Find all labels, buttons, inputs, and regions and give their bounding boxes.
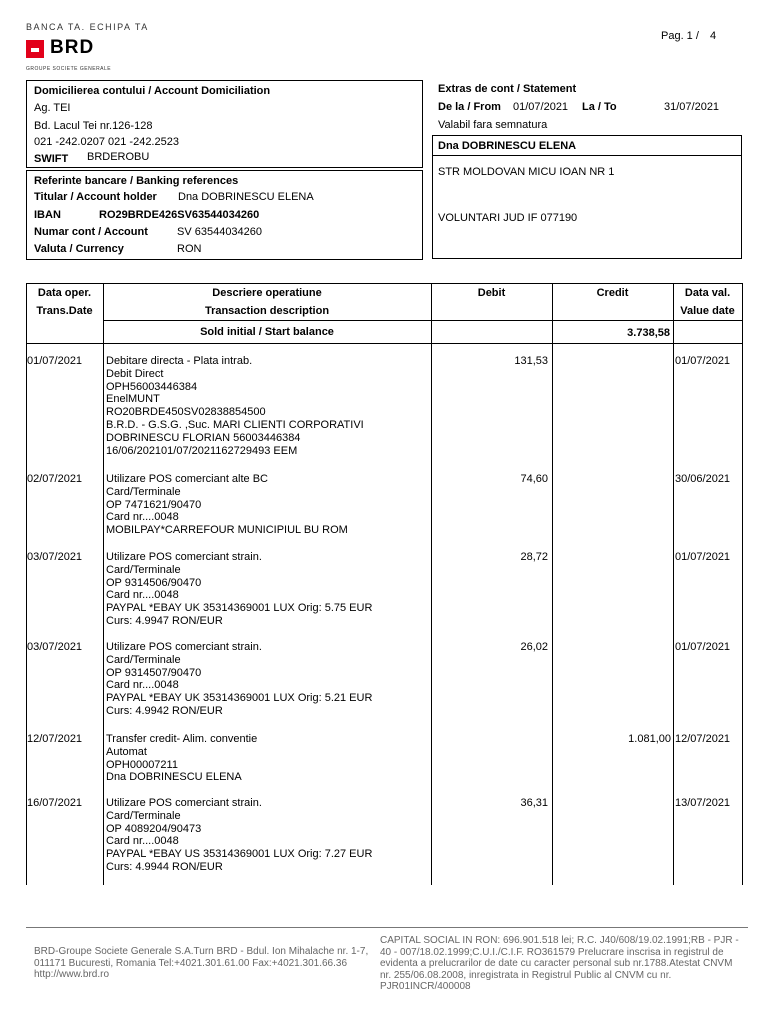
transaction-description-line: Utilizare POS comerciant strain.: [106, 797, 262, 809]
transaction-description-line: OP 7471621/90470: [106, 498, 202, 511]
transaction-debit: 74,60: [520, 473, 548, 485]
bank-tagline: BANCA TA. ECHIPA TA: [26, 22, 149, 32]
swift-label: SWIFT: [34, 153, 69, 165]
transaction-description-line: PAYPAL *EBAY UK 35314369001 LUX Orig: 5.21 EUR: [106, 692, 373, 705]
swift-value: BRDEROBU: [87, 151, 150, 163]
start-balance-value: 3.738,58: [627, 327, 670, 339]
transaction-value-date: 12/07/2021: [675, 733, 731, 745]
transaction-date: 03/07/2021: [27, 551, 83, 563]
customer-city: VOLUNTARI JUD IF 077190: [438, 212, 578, 224]
start-balance-label: Sold initial / Start balance: [200, 326, 334, 338]
transaction-description-line: Card/Terminale: [106, 563, 181, 576]
holder-label: Titular / Account holder: [34, 191, 157, 203]
transaction-date: 03/07/2021: [27, 641, 83, 653]
transaction-value-date: 01/07/2021: [675, 551, 731, 563]
domicile-title: Domicilierea contului / Account Domiciliation: [34, 85, 271, 97]
iban-label: IBAN: [34, 209, 61, 221]
transaction-value-date: 30/06/2021: [675, 473, 731, 485]
transaction-value-date: 13/07/2021: [675, 797, 731, 809]
transaction-credit: 1.081,00: [628, 733, 671, 745]
header-desc1: Descriere operatiune: [212, 287, 322, 299]
header-value-date2: Value date: [680, 305, 735, 317]
customer-box: [432, 135, 742, 259]
transaction-debit: 36,31: [520, 797, 548, 809]
transaction-description-line: Card nr....0048: [106, 589, 179, 602]
transaction-description-line: MOBILPAY*CARREFOUR MUNICIPIUL BU ROM: [106, 524, 348, 537]
statement-note: Valabil fara semnatura: [438, 119, 548, 131]
transaction-debit: 28,72: [520, 551, 548, 563]
header-date2: Trans.Date: [36, 305, 93, 317]
transaction-description-line: Card/Terminale: [106, 485, 181, 498]
brd-logo-icon: [26, 40, 44, 58]
domicile-branch: Ag. TEI: [34, 102, 71, 114]
holder-value: Dna DOBRINESCU ELENA: [178, 191, 314, 203]
transaction-description-line: Debit Direct: [106, 367, 164, 380]
transaction-date: 01/07/2021: [27, 355, 83, 367]
transaction-date: 12/07/2021: [27, 733, 83, 745]
transaction-date: 02/07/2021: [27, 473, 83, 485]
transaction-value-date: 01/07/2021: [675, 641, 731, 653]
transaction-description-line: Curs: 4.9947 RON/EUR: [106, 615, 223, 627]
iban-value: RO29BRDE426SV63544034260: [99, 209, 260, 221]
transaction-debit: 26,02: [520, 641, 548, 653]
transaction-description-line: Card/Terminale: [106, 653, 181, 666]
statement-title: Extras de cont / Statement: [438, 83, 577, 95]
transaction-description-line: Card/Terminale: [106, 809, 181, 822]
transaction-description-line: Curs: 4.9944 RON/EUR: [106, 861, 223, 873]
currency-label: Valuta / Currency: [34, 243, 124, 255]
account-value: SV 63544034260: [177, 226, 263, 238]
page-total: 4: [709, 30, 717, 42]
to-label: La / To: [582, 101, 617, 113]
transaction-value-date: 01/07/2021: [675, 355, 731, 367]
transaction-debit: 131,53: [514, 355, 548, 367]
transaction-description-line: Card nr....0048: [106, 679, 179, 692]
references-title: Referinte bancare / Banking references: [34, 175, 239, 187]
transaction-description-line: Utilizare POS comerciant strain.: [106, 551, 262, 563]
transaction-description-line: PAYPAL *EBAY UK 35314369001 LUX Orig: 5.75 EUR: [106, 602, 373, 615]
domicile-phone: 021 -242.0207 021 -242.2523: [34, 136, 179, 148]
transaction-description-line: EnelMUNT: [106, 393, 160, 406]
customer-name: Dna DOBRINESCU ELENA: [438, 140, 577, 152]
transaction-description-line: 16/06/202101/07/2021162729493 EEM: [106, 444, 298, 457]
bank-name: BRD: [50, 37, 95, 58]
transaction-description-line: Card nr....0048: [106, 511, 179, 524]
account-label: Numar cont / Account: [34, 226, 148, 238]
domicile-address: Bd. Lacul Tei nr.126-128: [34, 120, 153, 132]
customer-street: STR MOLDOVAN MICU IOAN NR 1: [438, 166, 615, 178]
bank-group: GROUPE SOCIETE GENERALE: [26, 66, 112, 72]
transaction-description-line: OPH56003446384: [106, 380, 198, 393]
to-date: 31/07/2021: [664, 101, 720, 113]
footer-right: CAPITAL SOCIAL IN RON: 696.901.518 lei; R.C. J40/608/19.02.1991;RB - PJR - 40 - 007/18.02.1999;C.U.I./C.I.F. RO361579 Prelucrare inscrisa in registrul de evidenta a prelucrarilor de date cu caracter personal sub nr.1788.Atestat CNVM nr. 255/06.08.2008, inregistrata in Registrul Public al CNVM cu nr. PJR01INCR/400008: [380, 935, 739, 992]
transaction-description-line: OP 9314506/90470: [106, 576, 202, 589]
header-debit: Debit: [477, 287, 506, 299]
page-number: [661, 30, 716, 43]
transaction-description-line: Utilizare POS comerciant alte BC: [106, 473, 268, 485]
transaction-description-line: Automat: [106, 745, 147, 758]
footer-left: BRD-Groupe Societe Generale S.A.Turn BRD - Bdul. Ion Mihalache nr. 1-7, 011171 Bucuresti, Romania Tel:+4021.301.61.00 Fax:+4021.301.66.36 http://www.brd.ro: [34, 946, 369, 980]
page-label: Pag. 1 /: [661, 30, 699, 42]
transaction-description-line: Transfer credit- Alim. conventie: [106, 733, 258, 745]
transaction-description-line: RO20BRDE450SV02838854500: [106, 406, 266, 419]
currency-value: RON: [177, 243, 202, 255]
transaction-description-line: Utilizare POS comerciant strain.: [106, 641, 262, 653]
transaction-description-line: Debitare directa - Plata intrab.: [106, 355, 253, 367]
from-date: 01/07/2021: [513, 101, 569, 113]
transaction-description-line: OPH00007211: [106, 758, 178, 771]
from-label: De la / From: [438, 101, 501, 113]
header-date1: Data oper.: [37, 287, 92, 299]
transaction-description-line: B.R.D. - G.S.G. ,Suc. MARI CLIENTI CORPORATIVI: [106, 419, 364, 431]
transaction-description-line: DOBRINESCU FLORIAN 56003446384: [106, 431, 301, 444]
transaction-date: 16/07/2021: [27, 797, 83, 809]
transaction-description-line: Dna DOBRINESCU ELENA: [106, 771, 242, 784]
transaction-description-line: OP 4089204/90473: [106, 822, 202, 835]
transaction-description-line: OP 9314507/90470: [106, 666, 202, 679]
header-value-date1: Data val.: [684, 287, 731, 299]
transaction-description-line: Card nr....0048: [106, 835, 179, 848]
transaction-description-line: PAYPAL *EBAY US 35314369001 LUX Orig: 7.27 EUR: [106, 848, 373, 861]
transaction-description-line: Curs: 4.9942 RON/EUR: [106, 705, 223, 717]
header-desc2: Transaction description: [204, 305, 330, 317]
header-credit: Credit: [596, 287, 629, 299]
